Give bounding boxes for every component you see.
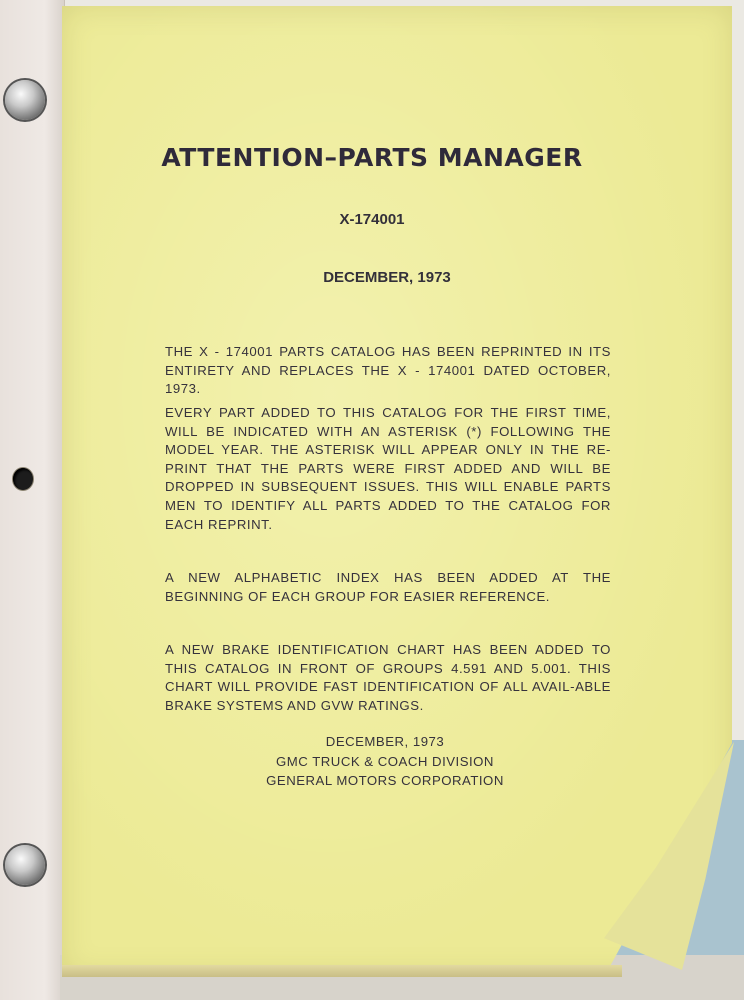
paragraph-brake-chart: A NEW BRAKE IDENTIFICATION CHART HAS BEEN ADDED TO THIS CATALOG IN FRONT OF GROUPS 4.591 AND 5.001. THIS CHART WILL PROVIDE FAST IDENTIFICATION OF ALL AVAIL-ABLE BRAKE SYSTEMS AND GVW RATINGS. xyxy=(165,642,611,713)
binder-ring-icon xyxy=(5,80,45,120)
paragraph-asterisk: EVERY PART ADDED TO THIS CATALOG FOR THE FIRST TIME, WILL BE INDICATED WITH AN ASTERISK (*) FOLLOWING THE MODEL YEAR. THE ASTERISK WILL APPEAR ONLY IN THE RE-PRINT THAT THE PARTS WERE FIRST ADDED AND WILL BE DROPPED IN SUBSEQUENT ISSUES. THIS WILL ENABLE PARTS MEN TO IDENTIFY ALL PARTS ADDED TO THE CATALOG FOR EACH REPRINT. xyxy=(165,405,611,532)
paragraph-index: A NEW ALPHABETIC INDEX HAS BEEN ADDED AT THE BEGINNING OF EACH GROUP FOR EASIER REFERENCE. xyxy=(165,570,611,604)
binder-ring-icon xyxy=(5,845,45,885)
punch-hole-icon xyxy=(13,468,33,490)
signature-corporation: GENERAL MOTORS CORPORATION xyxy=(266,773,504,788)
notice-heading: ATTENTION–PARTS MANAGER xyxy=(161,143,583,172)
signature-date: DECEMBER, 1973 xyxy=(325,734,445,749)
paragraph-reprint: THE X - 174001 PARTS CATALOG HAS BEEN REPRINTED IN ITS ENTIRETY AND REPLACES THE X - 174001 DATED OCTOBER, 1973. xyxy=(165,344,611,397)
notice-date: DECEMBER, 1973 xyxy=(323,269,451,286)
signature-division: GMC TRUCK & COACH DIVISION xyxy=(276,753,494,769)
catalog-number: X-174001 xyxy=(339,211,405,228)
sheet-edge xyxy=(62,965,622,977)
signature-block xyxy=(235,732,535,791)
